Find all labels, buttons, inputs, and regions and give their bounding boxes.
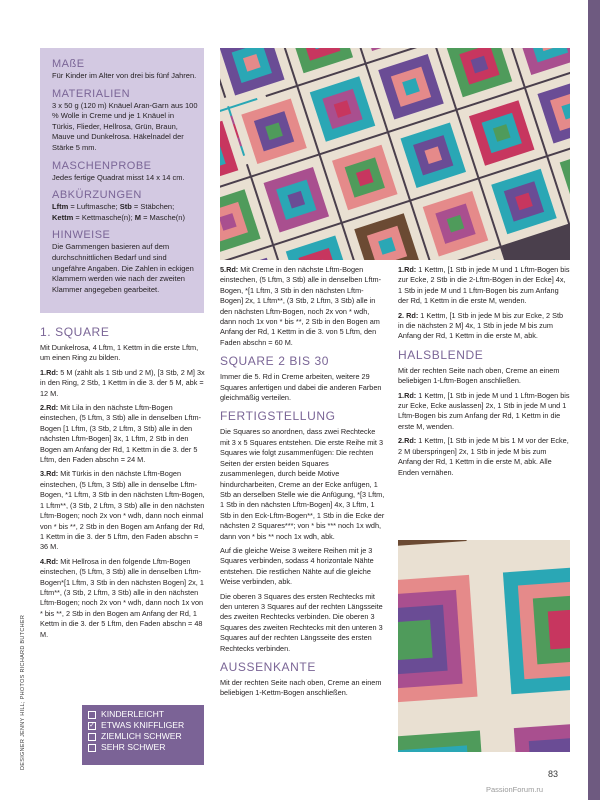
square-1-round-5 [220,265,386,348]
difficulty-item [88,742,198,753]
difficulty-label: SEHR SCHWER [101,742,166,752]
round-label: 2.Rd: [40,403,59,413]
difficulty-item [88,709,198,720]
column-3 [398,265,570,482]
halsblende-intro: Mit der rechten Seite nach oben, Creme an einem beliebigen 1-Lftm-Bogen anschließen. [398,365,560,386]
square-1-heading: 1. SQUARE [40,325,110,339]
abbr-stb: Stb [119,202,132,212]
maschenprobe-text: Jedes fertige Quadrat misst 14 x 14 cm. [52,172,185,182]
round-text: 1 Kettm, [1 Stb in jede M und 1 Lftm-Bogen bis zur Ecke, 2 Stb in die 2-Lftm-Bögen in der Ecke] 4x, 1 Stb in jede M und 1 Lftm-Bogen bis zum Anfang der Rd, 1 Kettm in die erste M, wenden. [398,265,570,306]
round-text: 5 M (zählt als 1 Stb und 2 M), [3 Stb, 2 M] 3x in den Ring, 2 Stb, 1 Kettm in die 3. der 5 M, abk = 12 M. [40,367,205,398]
round-text: 1 Kettm, [1 Stb in jede M und 1 Lftm-Bogen bis zur Ecke, Ecke auslassen] 2x, 1 Stb in jede M und 1 Lftm-Bogen bis zum Anfang der Rd, 1 Kettm in die erste M, wenden. [398,390,570,431]
round-label: 5.Rd: [220,265,239,274]
difficulty-box [82,705,204,765]
difficulty-checkbox [88,744,96,752]
round-label: 1.Rd: [398,390,417,400]
fertigstellung-heading: FERTIGSTELLUNG [220,409,336,424]
abkuerzungen-heading: ABKÜRZUNGEN [52,189,142,202]
abbr-lftm: Lftm [52,202,69,212]
fertigstellung-text-2: Auf die gleiche Weise 3 weitere Reihen mit je 3 Squares verbinden, sodass 4 horizontale Nähte entstehen. Die restlichen Nähte auf die gleiche Weise verbinden, abk. [220,545,374,587]
abbr-lftm-def: = Luftmasche; [68,202,120,212]
abkuerzungen-text [52,202,198,223]
fertigstellung-text-1: Die Squares so anordnen, dass zwei Rechtecke mit 3 x 5 Squares entstehen. Die erste Reihe mit 3 Squares wie folgt zusammenfügen: Die rechten Seiten der ersten beiden Squares zusammenlegen, durch beide Motive hindurcharbeiten, Creme an der Ecke anfügen, 1 Stb an derselben Stelle wie die Anfügung, *[3 Lftm, 1 Stb in den nächsten Lftm-Bogen] 4x, 3 Lftm, 1 Stb in den Eck-Lftm-Bogen**, 1 Stb in die Ecke der nächsten 2 Squares***; von * bis *** noch 1x wdh, dann von * bis ** noch 1x wdh, abk. [220,427,385,541]
round-text: Mit Hellrosa in den folgende Lftm-Bogen einstechen, (5 Lftm, 3 Stb) alle in denselben Lftm-Bogen*[1 Lftm, 3 Stb in den nächsten Bogen] 2x, 1 Lftm**, (3 Stb, 2 Lftm, 3 Stb) alle in den nächsten Lftm-Bogen; noch 2x von * wdh, dann noch 1x von * bis **, 2 Stb in den Bogen am Anfang der Rd, 1 Kettm in die 3. der 5 Lftm, den Faden abschn = 48 M. [40,556,204,639]
aussenkante-text: Mit der rechten Seite nach oben, Creme an einem beliebigen 1-Kettm-Bogen anschließen. [220,678,382,698]
abbr-kettm: Kettm [52,212,74,222]
round-label: 2.Rd: [398,436,417,446]
difficulty-item [88,720,198,731]
fertigstellung-text-3: Die oberen 3 Squares des ersten Rechtecks mit den unteren 3 Squares auf der rechten Längsseite des zweiten Rechtecks verbinden. Die oberen 3 Squares des zweiten Rechtecks mit den unteren 3 Squares auf der rechten Längsseite des ersten Rechtecks verbinden. [220,591,383,653]
difficulty-checkbox-checked: ✓ [89,721,95,729]
difficulty-checkbox [88,733,96,741]
info-box-content [52,58,198,295]
abbr-kettm-def: = Kettmasche(n); [73,212,135,222]
abbr-m-def: = Masche(n) [141,212,185,222]
square-1-round-2 [40,403,206,465]
hinweise-text: Die Garnmengen basieren auf dem durchschnittlichen Bedarf und sind ungefähre Angaben. Die Zahlen in eckigen Klammern werden wie nach der zweiten Klammer angegeben gearbeitet. [52,242,194,294]
round-text: 1 Kettm, [1 Stb in jede M bis zur Ecke, 2 Stb in die nächsten 2 M] 4x, 1 Stb in jede M bis zum Anfang der Rd, 1 Kettm in die erste M, abk. [398,310,564,341]
round-text: Mit Lila in den nächste Lftm-Bogen einstechen, (5 Lftm, 3 Stb) alle in denselben Lftm-Bogen [1 Lftm, (3 Stb, 2 Lftm, 3 Stb) alle in den nächsten Lftm-Bogen] 3x, 1 Lftm, 2 Stb in den Bogen am Anfang der Rd, 1 Kettm in die 3. der 5 Lftm, den Faden abschn = 24 M. [40,403,202,465]
square-2-30-text: Immer die 5. Rd in Creme arbeiten, weitere 29 Squares anfertigen und dabei die anderen Farben gleichmäßig verteilen. [220,372,382,403]
round-text: Mit Türkis in den nächste Lftm-Bogen einstechen, (5 Lftm, 3 Stb) alle in denselbe Lftm-Bogen, *1 Lftm, 3 Stb in den nächsten Lftm-Bogen, 1 Lftm**, (3 Stb, 2 Lftm, 3 Stb) alle in den nächsten Lftm-Bogen; noch 2x von * wdh, dann noch einmal von * bis **, 2 Stb in den Bogen am Anfang der Rd, 1 Kettm in die 3. der 5 Lftm, den Faden abschn = 36 M. [40,469,205,552]
difficulty-checkbox [88,711,96,719]
difficulty-label: KINDERLEICHT [101,709,165,719]
round-label: 3.Rd: [40,469,59,479]
maschenprobe-heading: MASCHENPROBE [52,159,152,172]
round-label: 4.Rd: [40,556,59,566]
blanket-photo-top [220,48,570,260]
halsblende-round-2 [398,436,570,478]
photo-credit: DESIGNER JENNY HILL; PHOTOS RICHARD BUTCHER [20,614,26,770]
abbr-m: M [134,212,141,222]
square-1-round-4 [40,557,206,640]
halsblende-round-1 [398,391,570,433]
watermark: PassionForum.ru [486,785,544,794]
aussenkante-heading: AUSSENKANTE [220,660,316,674]
masse-text: Für Kinder im Alter von drei bis fünf Jahren. [52,71,197,80]
square-1-round-3 [40,469,206,552]
round-label: 1.Rd: [398,265,417,274]
round-label: 1.Rd: [40,367,59,377]
square-1-intro: Mit Dunkelrosa, 4 Lftm, 1 Kettm in die erste Lftm, um einen Ring zu bilden. [40,343,199,363]
square-1-round-1 [40,368,206,399]
edge-round-2 [398,311,570,342]
halsblende-heading: HALSBLENDE [398,347,484,362]
materialien-heading: MATERIALIEN [52,87,131,100]
masse-heading: MAßE [52,58,85,70]
hinweise-heading: HINWEISE [52,229,111,242]
round-text: Mit Creme in den nächste Lftm-Bogen einstechen, (5 Lftm, 3 Stb) alle in denselben Lftm-Bogen, *[1 Lftm, 3 Stb in den nächsten Lftm-Bogen] 2x, 1 Lftm**, (3 Stb, 2 Lftm, 3 Stb) alle in den nächsten Lftm-Bogen, noch 2x von * wdh, dann noch 1x von * bis **, 2 Stb in den Bogen am Anfang der Rd, 1 Kettm in die 3. von 5 Lftm, den Faden abschn = 60 M. [220,265,382,347]
square-2-30-heading: SQUARE 2 BIS 30 [220,354,330,369]
difficulty-item [88,731,198,742]
page-edge-strip [588,0,600,800]
difficulty-label: ZIEMLICH SCHWER [101,731,182,741]
round-text: 1 Kettm, [1 Stb in jede M bis 1 M vor der Ecke, 2 M überspringen] 2x, 1 Stb in jede M bis zum Anfang der Rd, 1 Kettm in die erste M, abk. Alle Enden vernähen. [398,436,569,477]
column-1 [40,325,206,644]
round-label: 2. Rd: [398,310,419,320]
abbr-stb-def: = Stäbchen; [131,202,175,212]
difficulty-label: ETWAS KNIFFLIGER [101,720,185,730]
blanket-photo-bottom [398,540,570,752]
edge-round-1 [398,265,570,307]
page-number: 83 [548,769,559,779]
column-2 [220,265,386,703]
materialien-text: 3 x 50 g (120 m) Knäuel Aran-Garn aus 100 % Wolle in Creme und je 1 Knäuel in Türkis, Flieder, Hellrosa, Grün, Braun, Mauve und Dunkelrosa. Häkelnadel der Stärke 5 mm. [52,100,198,152]
